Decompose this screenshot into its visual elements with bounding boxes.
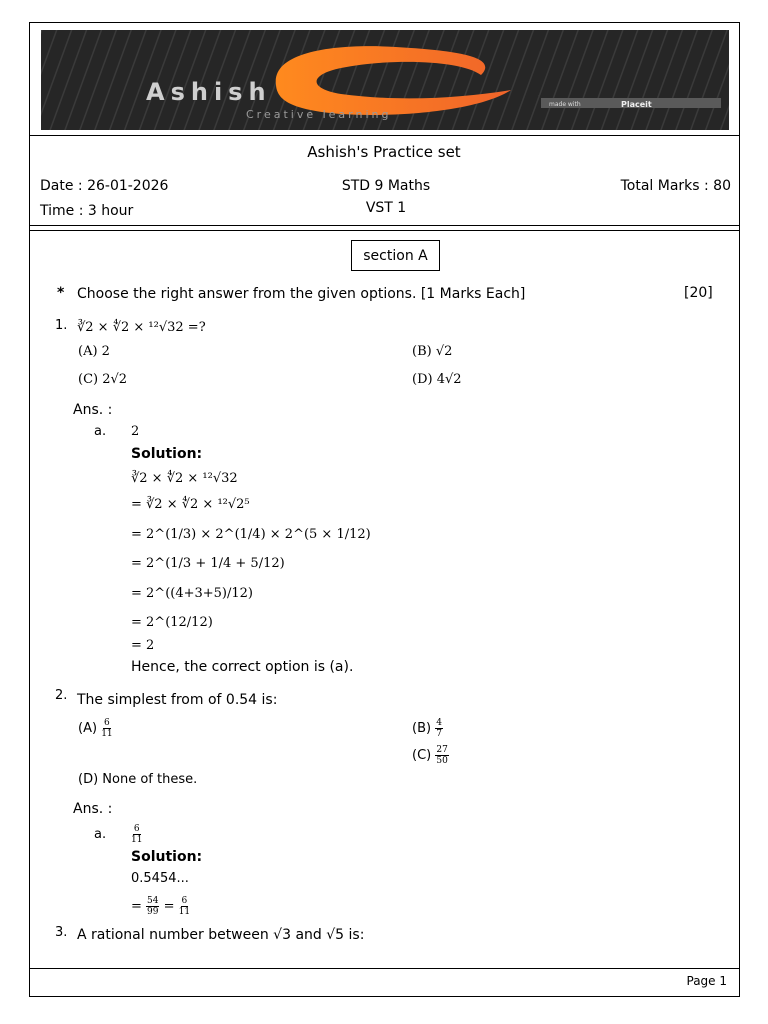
question-number: 1. (55, 318, 68, 333)
answer-value (131, 824, 142, 845)
fraction: $\frac{54}{99}$ (147, 896, 159, 917)
option-d: (D) None of these. (78, 772, 198, 787)
solution-label: Solution: (131, 849, 203, 865)
denominator: 50 (436, 756, 448, 766)
section-instruction: Choose the right answer from the given options. [1 Marks Each] (77, 286, 526, 302)
section-marks: [20] (684, 285, 713, 301)
exam-time: Time : 3 hour (40, 203, 134, 219)
option-a-label: (A) (78, 721, 98, 736)
solution-step: ∛2 × ∜2 × ¹²√32 (131, 471, 238, 486)
option-b-label: (B) (412, 721, 432, 736)
solution-decimal: 0.5454... (131, 871, 189, 886)
divider (29, 135, 740, 136)
banner-made-with: made with (549, 101, 581, 108)
fraction (435, 718, 443, 739)
page-title: Ashish's Practice set (307, 143, 461, 161)
option-d: (D) 4√2 (412, 372, 462, 387)
fraction (101, 718, 112, 739)
solution-conclusion: Hence, the correct option is (a). (131, 659, 354, 675)
divider (29, 230, 740, 231)
divider (29, 225, 740, 226)
banner-logo-graphic (41, 30, 729, 130)
option-b (412, 718, 443, 739)
option-a (78, 718, 113, 739)
divider (29, 968, 740, 969)
question-text: The simplest from of 0.54 is: (77, 692, 278, 708)
question-text: ∛2 × ∜2 × ¹²√32 =? (77, 320, 206, 335)
fraction (131, 824, 142, 845)
question-number: 2. (55, 688, 68, 703)
denominator: 11 (178, 907, 191, 917)
option-a: (A) 2 (78, 344, 110, 359)
answer-value: 2 (131, 424, 140, 439)
numerator: 6 (133, 824, 140, 834)
option-c (412, 745, 449, 766)
denominator: 7 (436, 729, 442, 739)
page-number: Page 1 (686, 974, 727, 988)
solution-step: = 2^(12/12) (131, 615, 213, 630)
numerator: 6 (104, 718, 110, 728)
exam-standard: STD 9 Maths (341, 178, 431, 194)
solution-label: Solution: (131, 446, 203, 462)
section-label: section A (351, 240, 440, 271)
numerator: 6 (181, 896, 188, 906)
banner-image (41, 30, 729, 130)
exam-date: Date : 26-01-2026 (40, 178, 169, 194)
solution-step: = 2^((4+3+5)/12) (131, 586, 253, 601)
answer-letter: a. (94, 424, 107, 439)
total-marks: Total Marks : 80 (620, 178, 731, 194)
numerator: 4 (436, 718, 442, 728)
solution-step: = ∛2 × ∜2 × ¹²√2⁵ (131, 497, 250, 512)
solution-step: = 2 (131, 638, 155, 653)
answer-label: Ans. : (73, 801, 113, 817)
question-text: A rational number between √3 and √5 is: (77, 927, 365, 943)
instruction-bullet: * (57, 285, 65, 301)
fraction (435, 745, 448, 766)
fraction (179, 896, 190, 917)
answer-letter: a. (94, 827, 107, 842)
option-c: (C) 2√2 (78, 372, 128, 387)
banner-brand-text: Ashish (146, 78, 272, 106)
solution-step: = 2^(1/3) × 2^(1/4) × 2^(5 × 1/12) (131, 527, 371, 542)
denominator: 11 (101, 729, 113, 739)
banner-tagline: Creative learning (246, 108, 392, 121)
banner-made-with-brand: Placeit (621, 100, 652, 109)
answer-label: Ans. : (73, 402, 113, 418)
question-number: 3. (55, 925, 68, 940)
solution-step: = 2^(1/3 + 1/4 + 5/12) (131, 556, 285, 571)
option-c-label: (C) (412, 748, 432, 763)
solution-step: = $\frac{54}{99}$ = $\frac{6}{11}$ (131, 896, 191, 917)
denominator: 11 (131, 835, 143, 845)
exam-code: VST 1 (365, 200, 407, 216)
numerator: 27 (436, 745, 448, 755)
option-b: (B) √2 (412, 344, 453, 359)
